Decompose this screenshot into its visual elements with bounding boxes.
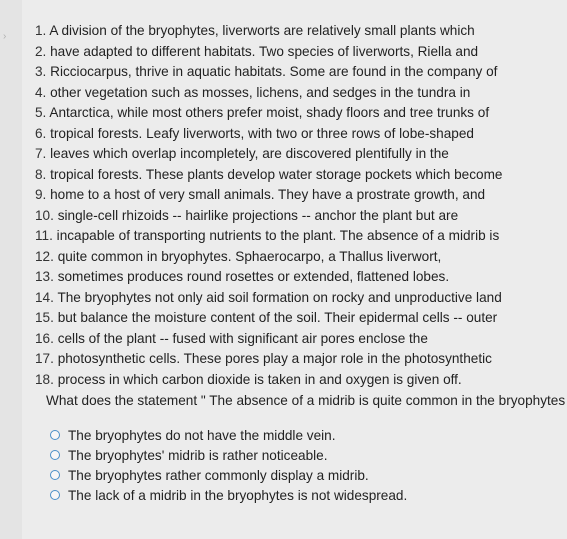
line-number: 12. <box>35 248 54 264</box>
line-text: incapable of transporting nutrients to the plant. The absence of a midrib is <box>56 228 500 243</box>
line-text: leaves which overlap incompletely, are discovered plentifully in the <box>50 146 449 161</box>
passage-line <box>35 165 567 186</box>
passage-line <box>35 206 567 227</box>
line-text: Antarctica, while most others prefer moist, shady floors and tree trunks of <box>49 105 490 120</box>
line-number: 6. <box>35 125 47 141</box>
passage-line <box>35 267 567 288</box>
passage-line <box>35 288 567 309</box>
passage-line <box>35 62 567 83</box>
passage-line <box>35 329 567 350</box>
line-number: 5. <box>35 105 47 120</box>
line-number: 4. <box>35 84 47 100</box>
passage-line <box>35 349 567 370</box>
line-number: 9. <box>35 187 47 202</box>
line-text: sometimes produces round rosettes or extended, flattened lobes. <box>57 269 450 284</box>
line-number: 8. <box>35 166 47 182</box>
line-text: other vegetation such as mosses, lichens, and sedges in the tundra in <box>50 84 471 100</box>
line-text: single-cell rhizoids -- hairlike projections -- anchor the plant but are <box>57 207 459 223</box>
question-text: What does the statement " The absence of a midrib is quite common in the bryophytes <box>46 393 566 408</box>
line-number: 2. <box>35 43 47 59</box>
line-text: tropical forests. Leafy liverworts, with two or three rows of lobe-shaped <box>50 125 474 141</box>
radio-button-icon[interactable] <box>50 490 60 500</box>
radio-button-icon[interactable] <box>50 470 60 480</box>
radio-button-icon[interactable] <box>50 430 60 440</box>
line-text: cells of the plant -- fused with significant air pores enclose the <box>57 330 428 346</box>
option-label: The bryophytes do not have the middle vein. <box>68 427 336 443</box>
line-number: 7. <box>35 146 47 161</box>
option-label: The lack of a midrib in the bryophytes is not widespread. <box>68 487 408 503</box>
passage-line <box>35 226 567 247</box>
line-number: 1. <box>35 23 47 38</box>
line-text: process in which carbon dioxide is taken in and oxygen is given off. <box>57 371 462 387</box>
passage-line <box>35 144 567 165</box>
option-label: The bryophytes rather commonly display a midrib. <box>68 467 369 483</box>
option-label: The bryophytes' midrib is rather noticeable. <box>68 447 328 463</box>
line-text: The bryophytes not only aid soil formation on rocky and unproductive land <box>57 289 502 305</box>
line-text: tropical forests. These plants develop water storage pockets which become <box>50 166 503 182</box>
answer-options <box>50 425 407 505</box>
passage-line <box>35 370 567 391</box>
line-number: 14. <box>35 289 54 305</box>
passage-line <box>35 21 567 42</box>
line-number: 17. <box>35 351 54 366</box>
line-text: home to a host of very small animals. They have a prostrate growth, and <box>50 187 486 202</box>
passage-line <box>35 247 567 268</box>
line-number: 10. <box>35 207 54 223</box>
answer-option[interactable] <box>50 425 407 445</box>
line-text: A division of the bryophytes, liverworts are relatively small plants which <box>49 23 475 38</box>
radio-button-icon[interactable] <box>50 450 60 460</box>
line-text: quite common in bryophytes. Sphaerocarpo, a Thallus liverwort, <box>57 248 442 264</box>
answer-option[interactable] <box>50 485 407 505</box>
left-margin-strip <box>0 0 22 539</box>
answer-option[interactable] <box>50 465 407 485</box>
line-number: 11. <box>35 228 53 243</box>
line-number: 13. <box>35 269 54 284</box>
line-text: but balance the moisture content of the soil. Their epidermal cells -- outer <box>57 310 498 325</box>
passage-line <box>35 83 567 104</box>
passage-line <box>35 103 567 124</box>
passage-line <box>35 42 567 63</box>
answer-option[interactable] <box>50 445 407 465</box>
line-number: 16. <box>35 330 54 346</box>
line-text: Ricciocarpus, thrive in aquatic habitats. Some are found in the company of <box>50 64 498 79</box>
line-number: 18. <box>35 371 54 387</box>
line-text: photosynthetic cells. These pores play a major role in the photosynthetic <box>57 351 492 366</box>
line-text: have adapted to different habitats. Two species of liverworts, Riella and <box>50 43 479 59</box>
line-number: 3. <box>35 64 47 79</box>
edge-chevron-icon: › <box>3 31 7 42</box>
passage-line <box>35 124 567 145</box>
reading-passage <box>35 21 567 390</box>
passage-line <box>35 185 567 206</box>
passage-line <box>35 308 567 329</box>
line-number: 15. <box>35 310 54 325</box>
